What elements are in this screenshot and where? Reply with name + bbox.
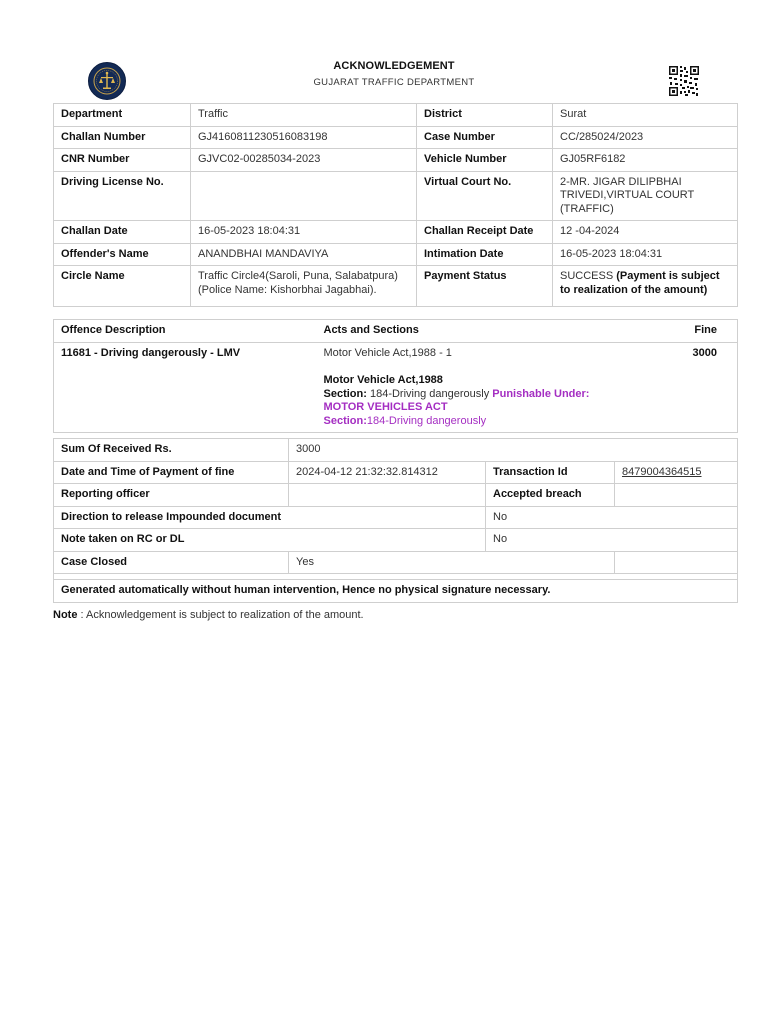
sum-received-value: 3000 bbox=[289, 439, 738, 462]
accepted-breach-value bbox=[615, 484, 738, 507]
circle-name-label: Circle Name bbox=[54, 266, 191, 307]
virtual-court-label: Virtual Court No. bbox=[417, 171, 553, 221]
intimation-date-label: Intimation Date bbox=[417, 243, 553, 266]
document-title: ACKNOWLEDGEMENT bbox=[333, 60, 455, 72]
challan-date-value: 16-05-2023 18:04:31 bbox=[191, 221, 417, 244]
table-row bbox=[54, 266, 738, 307]
challan-details-table bbox=[53, 103, 738, 307]
virtual-court-value: 2-MR. JIGAR DILIPBHAI TRIVEDI,VIRTUAL COURT (TRAFFIC) bbox=[553, 171, 738, 221]
cnr-number-label: CNR Number bbox=[54, 149, 191, 172]
auto-generated-notice: Generated automatically without human intervention, Hence no physical signature necessary. bbox=[54, 580, 738, 603]
note-text: : Acknowledgement is subject to realization of the amount. bbox=[77, 609, 364, 621]
transaction-id-value: 8479004364515 bbox=[615, 461, 738, 484]
table-row bbox=[54, 149, 738, 172]
offence-description-header: Offence Description bbox=[54, 320, 317, 343]
intimation-date-value: 16-05-2023 18:04:31 bbox=[553, 243, 738, 266]
table-row bbox=[54, 551, 738, 574]
offender-name-label: Offender's Name bbox=[54, 243, 191, 266]
district-label: District bbox=[417, 104, 553, 127]
vehicle-number-label: Vehicle Number bbox=[417, 149, 553, 172]
table-row bbox=[54, 529, 738, 552]
department-value: Traffic bbox=[191, 104, 417, 127]
punishable-label: Punishable Under: bbox=[492, 387, 590, 400]
table-row bbox=[54, 221, 738, 244]
fine-value: 3000 bbox=[658, 342, 738, 433]
section-label: Section: bbox=[323, 387, 367, 400]
section2-line bbox=[324, 415, 651, 429]
document-header bbox=[0, 0, 768, 102]
direction-release-label: Direction to release Impounded document bbox=[54, 506, 486, 529]
table-row bbox=[54, 243, 738, 266]
table-row bbox=[54, 439, 738, 462]
case-closed-empty bbox=[615, 551, 738, 574]
payment-status-note: (Payment is subject to realization of the amount) bbox=[560, 270, 720, 296]
table-row bbox=[54, 580, 738, 603]
note-label: Note bbox=[53, 609, 78, 621]
driving-license-value bbox=[191, 171, 417, 221]
cnr-number-value: GJVC02-00285034-2023 bbox=[191, 149, 417, 172]
accepted-breach-label: Accepted breach bbox=[486, 484, 615, 507]
payment-status-value: SUCCESS bbox=[560, 270, 614, 282]
payment-datetime-value: 2024-04-12 21:32:32.814312 bbox=[289, 461, 486, 484]
table-row bbox=[54, 484, 738, 507]
transaction-id-label: Transaction Id bbox=[486, 461, 615, 484]
case-number-label: Case Number bbox=[417, 126, 553, 149]
reporting-officer-value bbox=[289, 484, 486, 507]
challan-date-label: Challan Date bbox=[54, 221, 191, 244]
fine-header: Fine bbox=[658, 320, 738, 343]
offence-table bbox=[53, 319, 738, 433]
department-subtitle: GUJARAT TRAFFIC DEPARTMENT bbox=[313, 77, 475, 88]
direction-release-value: No bbox=[486, 506, 738, 529]
payment-status-label: Payment Status bbox=[417, 266, 553, 307]
case-closed-label: Case Closed bbox=[54, 551, 289, 574]
department-label: Department bbox=[54, 104, 191, 127]
offence-description-value: 11681 - Driving dangerously - LMV bbox=[54, 342, 317, 433]
payment-status-cell bbox=[553, 266, 738, 307]
qr-code-icon bbox=[668, 65, 700, 97]
note-rc-dl-value: No bbox=[486, 529, 738, 552]
sum-received-label: Sum Of Received Rs. bbox=[54, 439, 289, 462]
vehicle-number-value: GJ05RF6182 bbox=[553, 149, 738, 172]
acts-sections-header: Acts and Sections bbox=[317, 320, 658, 343]
section-text: 184-Driving dangerously bbox=[366, 387, 493, 400]
table-row bbox=[54, 126, 738, 149]
challan-receipt-date-value: 12 -04-2024 bbox=[553, 221, 738, 244]
case-number-value: CC/285024/2023 bbox=[553, 126, 738, 149]
district-value: Surat bbox=[553, 104, 738, 127]
acts-sections-value bbox=[317, 342, 658, 433]
reporting-officer-label: Reporting officer bbox=[54, 484, 289, 507]
offender-name-value: ANANDBHAI MANDAVIYA bbox=[191, 243, 417, 266]
payment-datetime-label: Date and Time of Payment of fine bbox=[54, 461, 289, 484]
case-closed-value: Yes bbox=[289, 551, 615, 574]
note-rc-dl-label: Note taken on RC or DL bbox=[54, 529, 486, 552]
challan-receipt-date-label: Challan Receipt Date bbox=[417, 221, 553, 244]
table-row bbox=[54, 104, 738, 127]
footer-note bbox=[53, 609, 364, 621]
circle-name-value: Traffic Circle4(Saroli, Puna, Salabatpura) (Police Name: Kishorbhai Jagabhai). bbox=[191, 266, 417, 307]
act-line: Motor Vehicle Act,1988 - 1 bbox=[323, 346, 452, 359]
table-row bbox=[54, 320, 738, 343]
act-title: Motor Vehicle Act,1988 bbox=[323, 374, 443, 386]
table-row bbox=[54, 171, 738, 221]
table-row bbox=[54, 342, 738, 433]
punishable-act: MOTOR VEHICLES ACT bbox=[323, 401, 448, 413]
section-line bbox=[324, 388, 651, 402]
section2-text: 184-Driving dangerously bbox=[366, 414, 487, 427]
section2-label: Section: bbox=[323, 414, 367, 427]
table-row bbox=[54, 506, 738, 529]
table-row bbox=[54, 461, 738, 484]
driving-license-label: Driving License No. bbox=[54, 171, 191, 221]
header-titles bbox=[0, 60, 768, 88]
challan-number-label: Challan Number bbox=[54, 126, 191, 149]
payment-table bbox=[53, 438, 738, 603]
challan-number-value: GJ4160811230516083198 bbox=[191, 126, 417, 149]
